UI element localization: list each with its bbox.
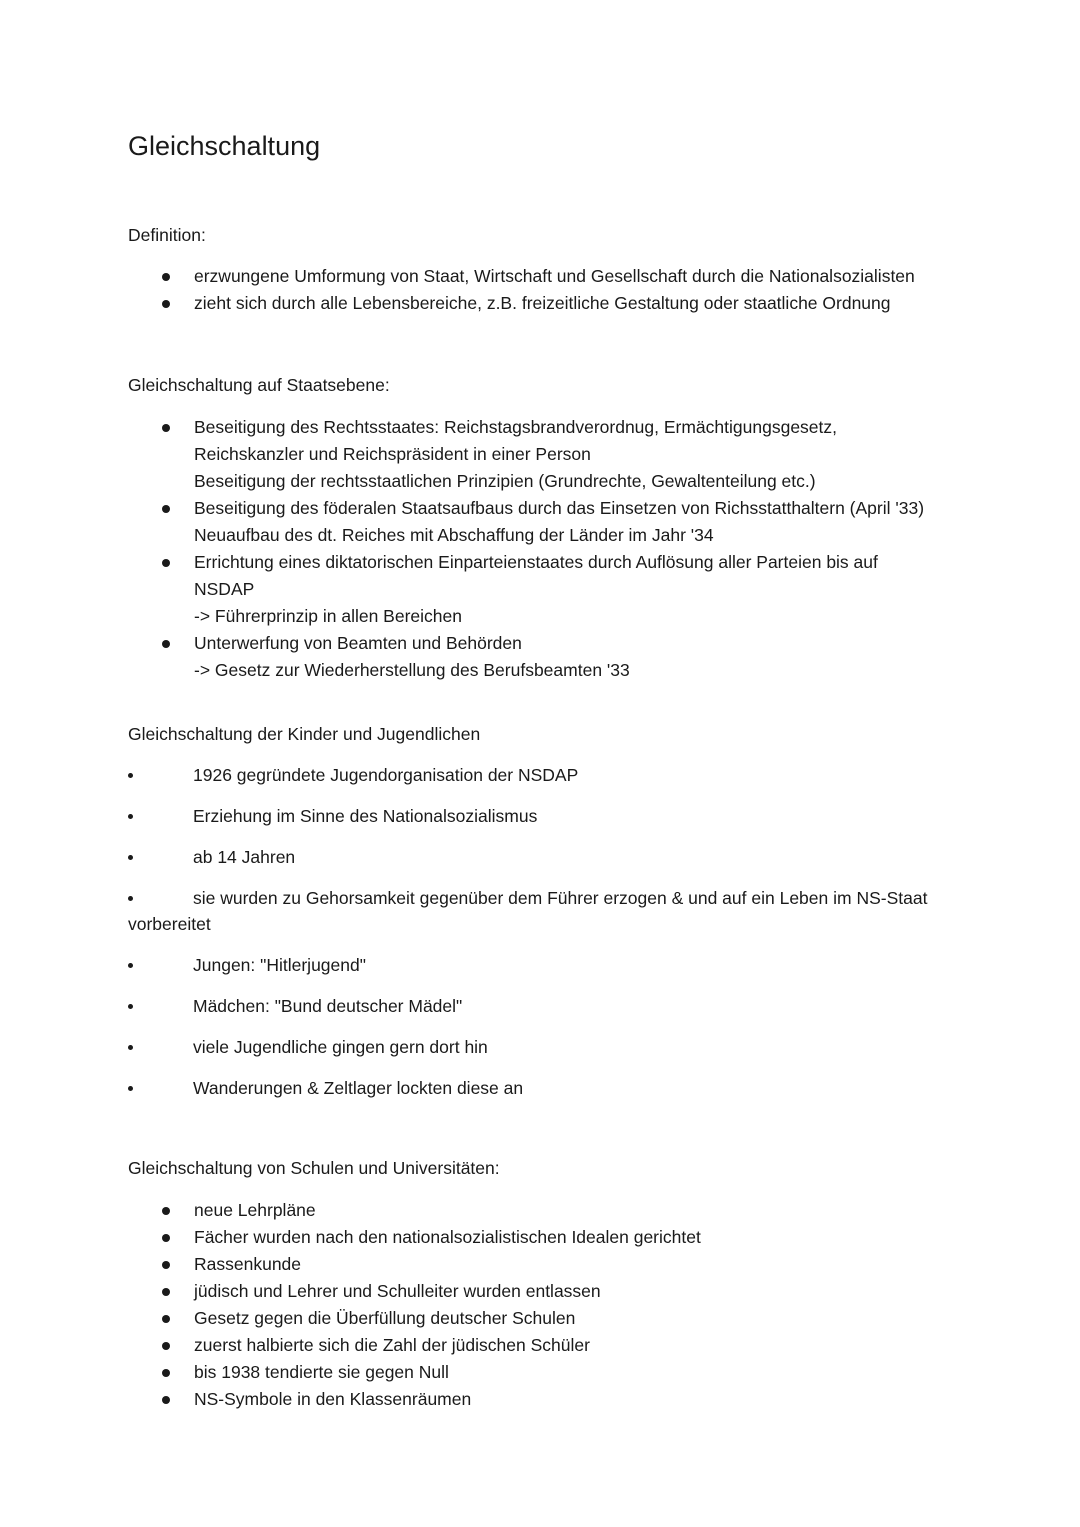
staat-list — [0, 414, 1000, 684]
list-item-continuation: vorbereitet — [128, 914, 211, 934]
bullet-icon — [162, 1315, 170, 1323]
list-item: Errichtung eines diktatorischen Einparteienstaates durch Auflösung aller Parteien bis auf NSDAP -> Führerprinzip in allen Bereichen — [0, 549, 1000, 630]
bullet-icon — [162, 424, 170, 432]
schulen-heading: Gleichschaltung von Schulen und Universitäten: — [128, 1158, 500, 1178]
staat-heading: Gleichschaltung auf Staatsebene: — [128, 375, 390, 395]
bullet-icon — [162, 1261, 170, 1269]
list-item: Rassenkunde — [0, 1251, 1000, 1278]
bullet-icon — [128, 963, 133, 968]
list-item: 1926 gegründete Jugendorganisation der NSDAP — [0, 762, 1000, 803]
bullet-icon — [128, 814, 133, 819]
list-item: Unterwerfung von Beamten und Behörden -> Gesetz zur Wiederherstellung des Berufsbeamten '33 — [0, 630, 1000, 684]
bullet-icon — [128, 1086, 133, 1091]
list-item: Fächer wurden nach den nationalsozialistischen Idealen gerichtet — [0, 1224, 1000, 1251]
list-item: Jungen: "Hitlerjugend" — [0, 952, 1000, 993]
list-item: ab 14 Jahren — [0, 844, 1000, 885]
list-item: zuerst halbierte sich die Zahl der jüdischen Schüler — [0, 1332, 1000, 1359]
list-item: NS-Symbole in den Klassenräumen — [0, 1386, 1000, 1413]
bullet-icon — [162, 1288, 170, 1296]
list-item: Beseitigung des föderalen Staatsaufbaus durch das Einsetzen von Richsstatthaltern (April '33) Neuaufbau des dt. Reiches mit Abschaffung der Länder im Jahr '34 — [0, 495, 1000, 549]
list-item: jüdisch und Lehrer und Schulleiter wurden entlassen — [0, 1278, 1000, 1305]
bullet-icon — [162, 1207, 170, 1215]
list-item: Wanderungen & Zeltlager lockten diese an — [0, 1075, 1000, 1116]
list-item: bis 1938 tendierte sie gegen Null — [0, 1359, 1000, 1386]
list-item: Beseitigung des Rechtsstaates: Reichstagsbrandverordnug, Ermächtigungsgesetz, Reichskanzler und Reichspräsident in einer Person Beseitigung der rechtsstaatlichen Prinzipien (Grundrechte, Gewaltenteilung etc.) — [0, 414, 1000, 495]
schulen-list — [0, 1197, 1000, 1413]
bullet-icon — [162, 505, 170, 513]
bullet-icon — [162, 300, 170, 308]
definition-list — [0, 263, 1000, 317]
bullet-icon — [162, 1342, 170, 1350]
bullet-icon — [162, 640, 170, 648]
page-title: Gleichschaltung — [128, 131, 321, 161]
bullet-icon — [128, 773, 133, 778]
bullet-icon — [128, 1045, 133, 1050]
jugend-list — [0, 762, 1000, 1116]
bullet-icon — [162, 1396, 170, 1404]
jugend-heading: Gleichschaltung der Kinder und Jugendlichen — [128, 724, 481, 744]
list-item: neue Lehrpläne — [0, 1197, 1000, 1224]
list-item: zieht sich durch alle Lebensbereiche, z.B. freizeitliche Gestaltung oder staatliche Ordnung — [0, 290, 1000, 317]
bullet-icon — [128, 855, 133, 860]
definition-heading: Definition: — [128, 225, 206, 245]
bullet-icon — [128, 1004, 133, 1009]
list-item: viele Jugendliche gingen gern dort hin — [0, 1034, 1000, 1075]
bullet-icon — [162, 273, 170, 281]
list-item: erzwungene Umformung von Staat, Wirtschaft und Gesellschaft durch die Nationalsozialisten — [0, 263, 1000, 290]
list-item: sie wurden zu Gehorsamkeit gegenüber dem Führer erzogen & und auf ein Leben im NS-Staat vorbereitet — [0, 885, 1000, 952]
list-item: Mädchen: "Bund deutscher Mädel" — [0, 993, 1000, 1034]
bullet-icon — [128, 896, 133, 901]
bullet-icon — [162, 1369, 170, 1377]
list-item: Erziehung im Sinne des Nationalsozialismus — [0, 803, 1000, 844]
list-item: Gesetz gegen die Überfüllung deutscher Schulen — [0, 1305, 1000, 1332]
bullet-icon — [162, 1234, 170, 1242]
bullet-icon — [162, 559, 170, 567]
